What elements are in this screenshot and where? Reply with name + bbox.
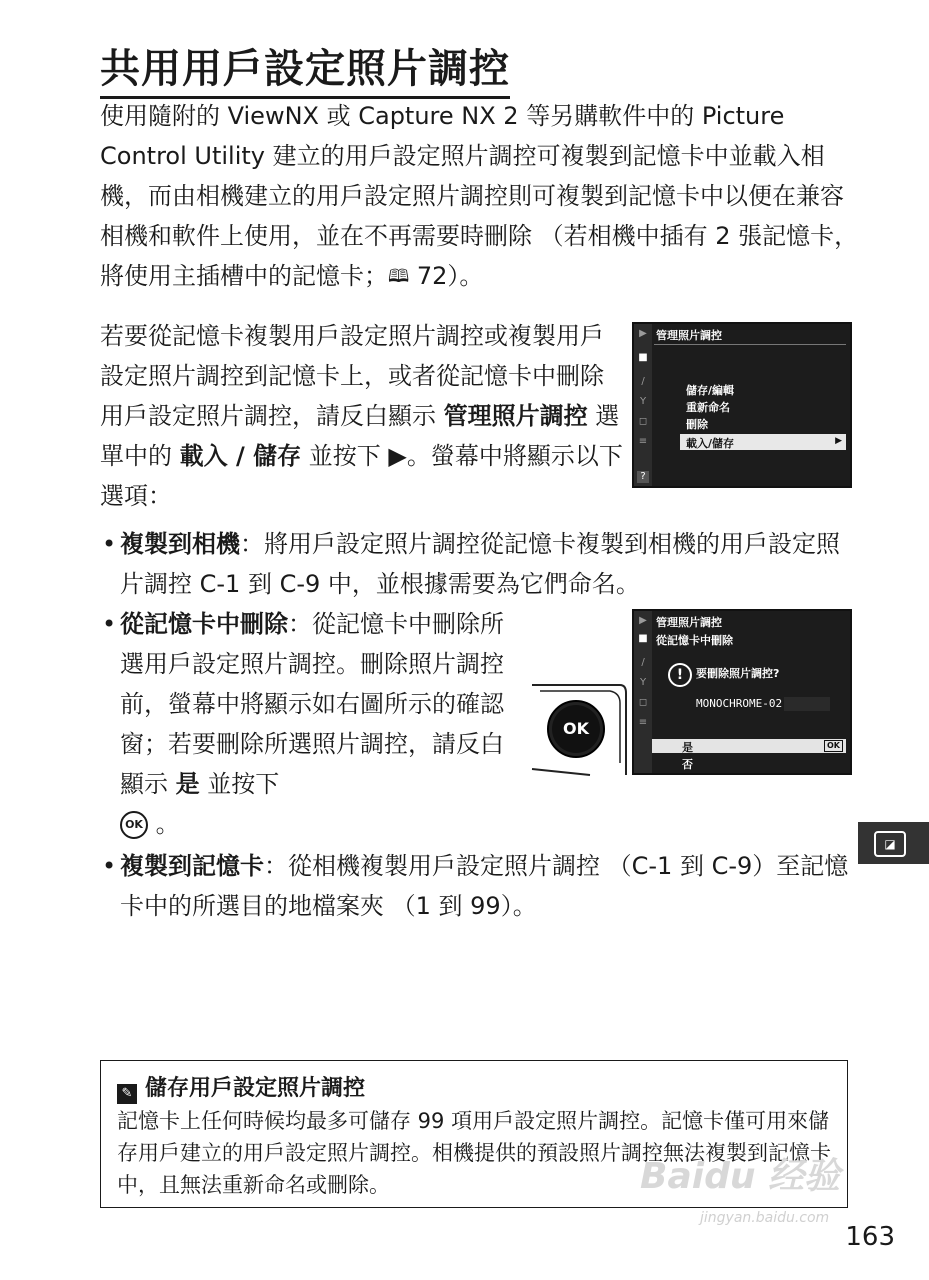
menu-item-save-edit[interactable]: 儲存/編輯 bbox=[686, 384, 735, 397]
warning-icon: ! bbox=[668, 663, 692, 687]
camera-menu-screen bbox=[632, 322, 852, 488]
picture-control-name: MONOCHROME-02 bbox=[696, 697, 783, 710]
camera-icon: ■ bbox=[638, 633, 648, 644]
instruction-text-2: 選單中的 bbox=[100, 402, 620, 470]
bullet-final: 。 bbox=[155, 810, 180, 838]
instruction-text-1: 若要從記憶卡複製用戶設定照片調控或複製用戶設定照片調控到記憶卡上，或者從記憶卡中刪除用戶設定照片調控，請反白顯示 bbox=[100, 322, 604, 430]
bullet-text: ：從相機複製用戶設定照片調控 （C-1 到 C-9）至記憶卡中的所選目的地檔案夾 （1 到 99）。 bbox=[120, 852, 849, 920]
retouch-icon: ◻ bbox=[638, 416, 648, 427]
bullet-text-end: 並按下 bbox=[199, 770, 280, 798]
screen-subtitle: 從記憶卡中刪除 bbox=[656, 634, 733, 647]
mymenu-icon: ≡ bbox=[638, 717, 648, 728]
menu-item-load-save[interactable] bbox=[680, 434, 846, 450]
menu-sidebar bbox=[634, 611, 652, 773]
intro-text: 使用隨附的 ViewNX 或 Capture NX 2 等另購軟件中的 Picture Control Utility 建立的用戶設定照片調控可複製到記憶卡中並載入相機，而由相機建立的用戶設定照片調控則可複製到記憶卡中以便在兼容相機和軟件上使用，並在不再需要時刪除 （若相機中插有 2 張記憶卡，將使用主插槽中的記憶卡； bbox=[100, 102, 859, 290]
help-icon: ? bbox=[637, 471, 649, 483]
menu-name-bold: 管理照片調控 bbox=[443, 402, 588, 430]
shooting-menu-icon: ◪ bbox=[874, 831, 906, 857]
menu-item-rename[interactable]: 重新命名 bbox=[686, 401, 730, 414]
pencil-note-icon: ✎ bbox=[117, 1084, 137, 1104]
retouch-icon: ◻ bbox=[638, 697, 648, 708]
note-body: 記憶卡上任何時候均最多可儲存 99 項用戶設定照片調控。記憶卡僅可用來儲存用戶建立的用戶設定照片調控。相機提供的預設照片調控無法複製到記憶卡中，且無法重新命名或刪除。 bbox=[117, 1109, 831, 1197]
watermark-logo: Baidu 经验 bbox=[640, 1156, 841, 1197]
book-reference-icon: 🕮 bbox=[388, 266, 410, 287]
confirm-delete-screen bbox=[632, 609, 852, 775]
menu-item-load-save-label: 載入/儲存 bbox=[686, 437, 735, 450]
instruction-text-3: 並按下 ▶。螢幕中將顯示以下選項： bbox=[100, 442, 623, 510]
intro-reference: 72）。 bbox=[416, 262, 484, 290]
title-divider bbox=[654, 344, 846, 345]
wrench-icon: Y bbox=[639, 396, 647, 407]
option-no[interactable]: 否 bbox=[682, 758, 693, 771]
pencil-icon: / bbox=[641, 376, 645, 387]
note-heading bbox=[117, 1071, 365, 1104]
bullet-text: ：從記憶卡中刪除所選用戶設定照片調控。刪除照片調控前，螢幕中將顯示如右圖所示的確認窗；若要刪除所選照片調控，請反白顯示 bbox=[120, 610, 504, 798]
screen-title: 管理照片調控 bbox=[656, 329, 722, 342]
ok-button-label: OK bbox=[563, 719, 589, 738]
bullet-dot: • bbox=[102, 530, 117, 558]
menu-item-bold: 載入 / 儲存 bbox=[179, 442, 302, 470]
option-yes-label: 是 bbox=[682, 741, 693, 754]
confirm-question: 要刪除照片調控? bbox=[696, 667, 780, 680]
wrench-icon: Y bbox=[639, 677, 647, 688]
bullet-text: ：將用戶設定照片調控從記憶卡複製到相機的用戶設定照片調控 C-1 到 C-9 中，並根據需要為它們命名。 bbox=[120, 530, 840, 598]
section-side-tab bbox=[858, 822, 929, 864]
page-number: 163 bbox=[845, 1222, 895, 1252]
name-field-bar bbox=[784, 697, 830, 711]
playback-icon: ▶ bbox=[639, 328, 647, 339]
instruction-paragraph bbox=[100, 316, 625, 516]
bullet-dot: • bbox=[102, 610, 117, 638]
note-heading-text: 儲存用戶設定照片調控 bbox=[145, 1076, 366, 1101]
bullet-copy-to-card bbox=[102, 846, 860, 926]
bullet-label: 複製到記憶卡 bbox=[120, 852, 264, 880]
bullet-delete-from-card bbox=[102, 604, 515, 844]
watermark-url: jingyan.baidu.com bbox=[700, 1210, 830, 1226]
page-title: 共用用戶設定照片調控 bbox=[100, 44, 510, 99]
ok-badge: OK bbox=[824, 740, 843, 752]
mymenu-icon: ≡ bbox=[638, 436, 648, 447]
intro-paragraph bbox=[100, 96, 860, 297]
yes-bold: 是 bbox=[175, 770, 200, 798]
bullet-label: 從記憶卡中刪除 bbox=[120, 610, 288, 638]
menu-sidebar bbox=[634, 324, 652, 486]
pencil-icon: / bbox=[641, 657, 645, 668]
bullet-dot: • bbox=[102, 852, 117, 880]
camera-icon: ■ bbox=[638, 352, 648, 363]
menu-item-delete[interactable]: 刪除 bbox=[686, 418, 708, 431]
bullet-label: 複製到相機 bbox=[120, 530, 240, 558]
ok-button-icon: OK bbox=[120, 811, 148, 839]
screen-title: 管理照片調控 bbox=[656, 616, 722, 629]
arrow-right-icon: ▶ bbox=[835, 436, 842, 446]
ok-button-illustration bbox=[530, 683, 628, 778]
bullet-copy-to-camera bbox=[102, 524, 860, 604]
playback-icon: ▶ bbox=[639, 615, 647, 626]
option-yes[interactable] bbox=[652, 739, 846, 753]
